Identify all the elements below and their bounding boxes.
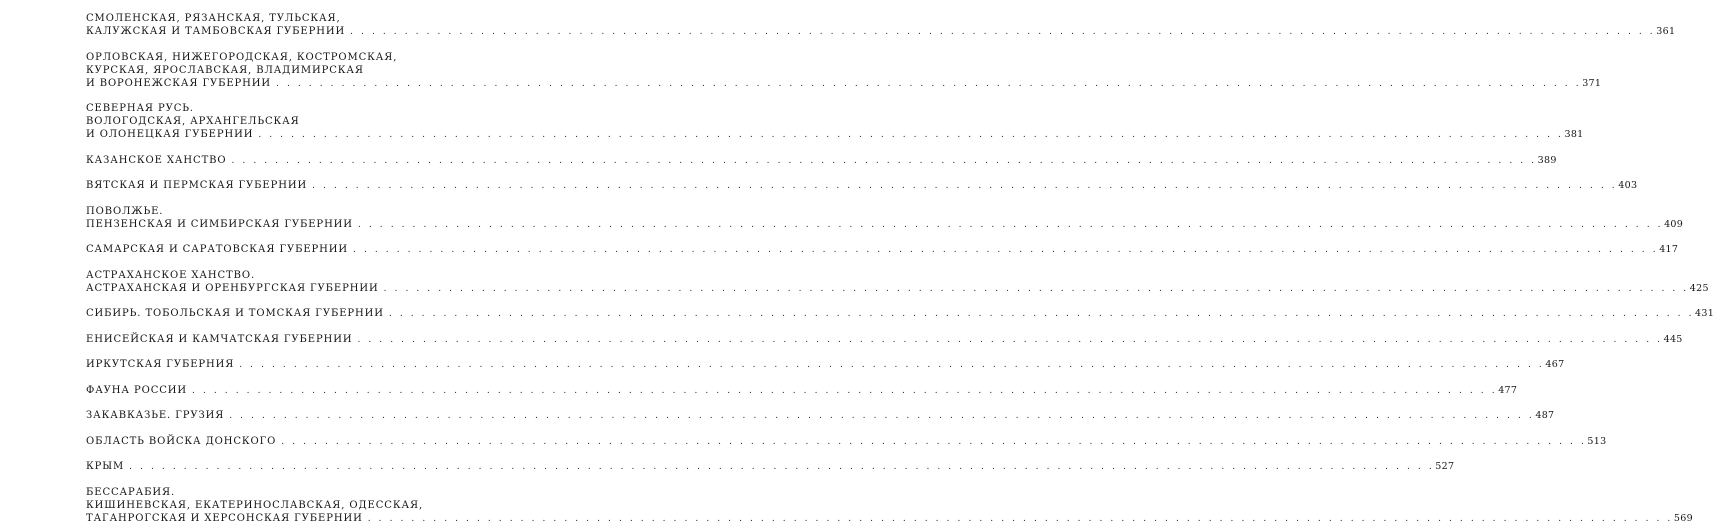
dot-leader: . . . . . . . . . . . . . . . . . . . . . . . . . . . . . . . . . . . . . . . . . . . . . . . . . . . . . . . . . . . . . . . . . . . . . . . . . . . . . . . . . . . . . . . . . . . . . . . . . . . . . . . . . . . . . . . . . . . . . . . . bbox=[276, 78, 1582, 89]
toc-entry-title-line: ЕНИСЕЙСКАЯ И КАМЧАТСКАЯ ГУБЕРНИИ bbox=[86, 333, 353, 345]
toc-entry bbox=[86, 269, 1709, 296]
dot-leader: . . . . . . . . . . . . . . . . . . . . . . . . . . . . . . . . . . . . . . . . . . . . . . . . . . . . . . . . . . . . . . . . . . . . . . . . . . . . . . . . . . . . . . . . . . . . . . . . . . . . . . . . . . . . . . . . . . . . . . . . bbox=[367, 513, 1673, 524]
toc-entry bbox=[86, 333, 1683, 347]
toc-entry-title-line: КАЗАНСКОЕ ХАНСТВО bbox=[86, 154, 227, 166]
toc-entry-title-line: БЕССАРАБИЯ. bbox=[86, 486, 176, 498]
toc-entry-title-line: КУРСКАЯ, ЯРОСЛАВСКАЯ, ВЛАДИМИРСКАЯ bbox=[86, 64, 364, 76]
toc-entry-title-line: АСТРАХАНСКАЯ И ОРЕНБУРГСКАЯ ГУБЕРНИИ bbox=[86, 282, 379, 294]
toc-entry-last-line bbox=[86, 409, 1555, 423]
toc-entry-title-line: ВЯТСКАЯ И ПЕРМСКАЯ ГУБЕРНИИ bbox=[86, 180, 308, 191]
toc-entry-last-line bbox=[86, 460, 1455, 474]
toc-entry-last-line bbox=[86, 77, 1602, 91]
toc-entry-title-line: ЗАКАВКАЗЬЕ. ГРУЗИЯ bbox=[86, 410, 225, 421]
dot-leader: . . . . . . . . . . . . . . . . . . . . . . . . . . . . . . . . . . . . . . . . . . . . . . . . . . . . . . . . . . . . . . . . . . . . . . . . . . . . . . . . . . . . . . . . . . . . . . . . . . . . . . . . . . . . . . . . . . . . . . . . bbox=[239, 360, 1545, 370]
page-number: 569 bbox=[1673, 512, 1693, 524]
dot-leader: . . . . . . . . . . . . . . . . . . . . . . . . . . . . . . . . . . . . . . . . . . . . . . . . . . . . . . . . . . . . . . . . . . . . . . . . . . . . . . . . . . . . . . . . . . . . . . . . . . . . . . . . . . . . . . . . . . . . . . . . bbox=[350, 27, 1656, 37]
page-number: 381 bbox=[1564, 129, 1584, 140]
page-number: 417 bbox=[1659, 244, 1679, 255]
toc-entry bbox=[86, 12, 1676, 39]
toc-entry-title-line: ПЕНЗЕНСКАЯ И СИМБИРСКАЯ ГУБЕРНИИ bbox=[86, 218, 353, 230]
toc-entry-title-line: ФАУНА РОССИИ bbox=[86, 384, 188, 396]
toc-entry bbox=[86, 51, 1602, 91]
page-number: 361 bbox=[1656, 26, 1676, 37]
toc-entry bbox=[86, 154, 1557, 168]
toc-entry-last-line bbox=[86, 512, 1693, 526]
dot-leader: . . . . . . . . . . . . . . . . . . . . . . . . . . . . . . . . . . . . . . . . . . . . . . . . . . . . . . . . . . . . . . . . . . . . . . . . . . . . . . . . . . . . . . . . . . . . . . . . . . . . . . . . . . . . . . . . . . . . . . . . bbox=[388, 309, 1695, 319]
dot-leader: . . . . . . . . . . . . . . . . . . . . . . . . . . . . . . . . . . . . . . . . . . . . . . . . . . . . . . . . . . . . . . . . . . . . . . . . . . . . . . . . . . . . . . . . . . . . . . . . . . . . . . . . . . . . . . . . . . . . . . . . bbox=[281, 436, 1587, 447]
dot-leader: . . . . . . . . . . . . . . . . . . . . . . . . . . . . . . . . . . . . . . . . . . . . . . . . . . . . . . . . . . . . . . . . . . . . . . . . . . . . . . . . . . . . . . . . . . . . . . . . . . . . . . . . . . . . . . . . . . . . . . . . bbox=[258, 130, 1564, 140]
dot-leader: . . . . . . . . . . . . . . . . . . . . . . . . . . . . . . . . . . . . . . . . . . . . . . . . . . . . . . . . . . . . . . . . . . . . . . . . . . . . . . . . . . . . . . . . . . . . . . . . . . . . . . . . . . . . . . . . . . . . . . . . bbox=[357, 334, 1663, 345]
dot-leader: . . . . . . . . . . . . . . . . . . . . . . . . . . . . . . . . . . . . . . . . . . . . . . . . . . . . . . . . . . . . . . . . . . . . . . . . . . . . . . . . . . . . . . . . . . . . . . . . . . . . . . . . . . . . . . . . . . . . . . . . bbox=[192, 385, 1498, 396]
toc-entry bbox=[86, 307, 1714, 321]
page-number: 425 bbox=[1689, 282, 1709, 294]
toc-entry bbox=[86, 102, 1584, 142]
dot-leader: . . . . . . . . . . . . . . . . . . . . . . . . . . . . . . . . . . . . . . . . . . . . . . . . . . . . . . . . . . . . . . . . . . . . . . . . . . . . . . . . . . . . . . . . . . . . . . . . . . . . . . . . . . . . . . . . . . . . . . . . bbox=[357, 219, 1664, 230]
toc-entry-title-line: КАЛУЖСКАЯ И ТАМБОВСКАЯ ГУБЕРНИИ bbox=[86, 26, 346, 37]
toc-entry-title-line: КИШИНЕВСКАЯ, ЕКАТЕРИНОСЛАВСКАЯ, ОДЕССКАЯ, bbox=[86, 499, 424, 511]
toc-entry-last-line bbox=[86, 333, 1683, 347]
toc-entry bbox=[86, 486, 1693, 526]
dot-leader: . . . . . . . . . . . . . . . . . . . . . . . . . . . . . . . . . . . . . . . . . . . . . . . . . . . . . . . . . . . . . . . . . . . . . . . . . . . . . . . . . . . . . . . . . . . . . . . . . . . . . . . . . . . . . . . . . . . . . . . . bbox=[231, 155, 1537, 166]
toc-entry-title-line: ПОВОЛЖЬЕ. bbox=[86, 205, 164, 217]
toc-entry-title-line: ОРЛОВСКАЯ, НИЖЕГОРОДСКАЯ, КОСТРОМСКАЯ, bbox=[86, 51, 398, 63]
toc-entry-last-line bbox=[86, 128, 1584, 142]
toc-entry bbox=[86, 358, 1565, 372]
page-number: 487 bbox=[1535, 410, 1555, 421]
toc-entry-last-line bbox=[86, 243, 1679, 257]
toc-entry-last-line bbox=[86, 282, 1709, 296]
toc-entry-last-line bbox=[86, 384, 1518, 398]
toc-entry bbox=[86, 179, 1638, 193]
toc-entry bbox=[86, 205, 1684, 232]
toc-entry-title-line: СЕВЕРНАЯ РУСЬ. bbox=[86, 103, 195, 114]
toc-entry-last-line bbox=[86, 358, 1565, 372]
toc-entry bbox=[86, 384, 1518, 398]
toc-entry-title-line: СИБИРЬ. ТОБОЛЬСКАЯ И ТОМСКАЯ ГУБЕРНИИ bbox=[86, 308, 384, 319]
toc-entry bbox=[86, 409, 1555, 423]
dot-leader: . . . . . . . . . . . . . . . . . . . . . . . . . . . . . . . . . . . . . . . . . . . . . . . . . . . . . . . . . . . . . . . . . . . . . . . . . . . . . . . . . . . . . . . . . . . . . . . . . . . . . . . . . . . . . . . . . . . . . . . . bbox=[383, 283, 1689, 294]
toc-entry-title-line: КРЫМ bbox=[86, 461, 125, 472]
page-number: 527 bbox=[1435, 461, 1455, 472]
page-number: 409 bbox=[1664, 218, 1684, 230]
page-number: 467 bbox=[1545, 359, 1565, 370]
toc-entry-title-line: И ОЛОНЕЦКАЯ ГУБЕРНИИ bbox=[86, 129, 254, 140]
table-of-contents bbox=[86, 12, 1714, 526]
page-number: 477 bbox=[1498, 384, 1518, 396]
page-number: 513 bbox=[1587, 435, 1607, 447]
toc-entry-last-line bbox=[86, 218, 1684, 232]
toc-entry-title-line: ОБЛАСТЬ ВОЙСКА ДОНСКОГО bbox=[86, 435, 277, 447]
page-number: 389 bbox=[1537, 154, 1557, 166]
toc-entry-title-line: СМОЛЕНСКАЯ, РЯЗАНСКАЯ, ТУЛЬСКАЯ, bbox=[86, 13, 341, 24]
toc-entry-last-line bbox=[86, 179, 1638, 193]
toc-entry-last-line bbox=[86, 25, 1676, 39]
toc-entry-title-line: САМАРСКАЯ И САРАТОВСКАЯ ГУБЕРНИИ bbox=[86, 244, 349, 255]
page-number: 371 bbox=[1582, 77, 1602, 89]
toc-entry-title-line: ВОЛОГОДСКАЯ, АРХАНГЕЛЬСКАЯ bbox=[86, 116, 300, 127]
page-number: 445 bbox=[1663, 333, 1683, 345]
toc-entry bbox=[86, 435, 1607, 449]
dot-leader: . . . . . . . . . . . . . . . . . . . . . . . . . . . . . . . . . . . . . . . . . . . . . . . . . . . . . . . . . . . . . . . . . . . . . . . . . . . . . . . . . . . . . . . . . . . . . . . . . . . . . . . . . . . . . . . . . . . . . . . . bbox=[353, 245, 1659, 255]
toc-entry-last-line bbox=[86, 307, 1714, 321]
toc-entry-title-line: АСТРАХАНСКОЕ ХАНСТВО. bbox=[86, 269, 256, 281]
dot-leader: . . . . . . . . . . . . . . . . . . . . . . . . . . . . . . . . . . . . . . . . . . . . . . . . . . . . . . . . . . . . . . . . . . . . . . . . . . . . . . . . . . . . . . . . . . . . . . . . . . . . . . . . . . . . . . . . . . . . . . . . bbox=[312, 181, 1618, 191]
toc-entry-last-line bbox=[86, 435, 1607, 449]
dot-leader: . . . . . . . . . . . . . . . . . . . . . . . . . . . . . . . . . . . . . . . . . . . . . . . . . . . . . . . . . . . . . . . . . . . . . . . . . . . . . . . . . . . . . . . . . . . . . . . . . . . . . . . . . . . . . . . . . . . . . . . . bbox=[229, 411, 1535, 421]
dot-leader: . . . . . . . . . . . . . . . . . . . . . . . . . . . . . . . . . . . . . . . . . . . . . . . . . . . . . . . . . . . . . . . . . . . . . . . . . . . . . . . . . . . . . . . . . . . . . . . . . . . . . . . . . . . . . . . . . . . . . . . . bbox=[129, 462, 1435, 472]
toc-entry bbox=[86, 460, 1455, 474]
toc-entry-last-line bbox=[86, 154, 1557, 168]
toc-entry-title-line: ТАГАНРОГСКАЯ И ХЕРСОНСКАЯ ГУБЕРНИИ bbox=[86, 512, 363, 524]
toc-entry-title-line: ИРКУТСКАЯ ГУБЕРНИЯ bbox=[86, 359, 235, 370]
page-number: 403 bbox=[1618, 180, 1638, 191]
page-number: 431 bbox=[1695, 308, 1714, 319]
toc-entry-title-line: И ВОРОНЕЖСКАЯ ГУБЕРНИИ bbox=[86, 77, 272, 89]
toc-entry bbox=[86, 243, 1679, 257]
